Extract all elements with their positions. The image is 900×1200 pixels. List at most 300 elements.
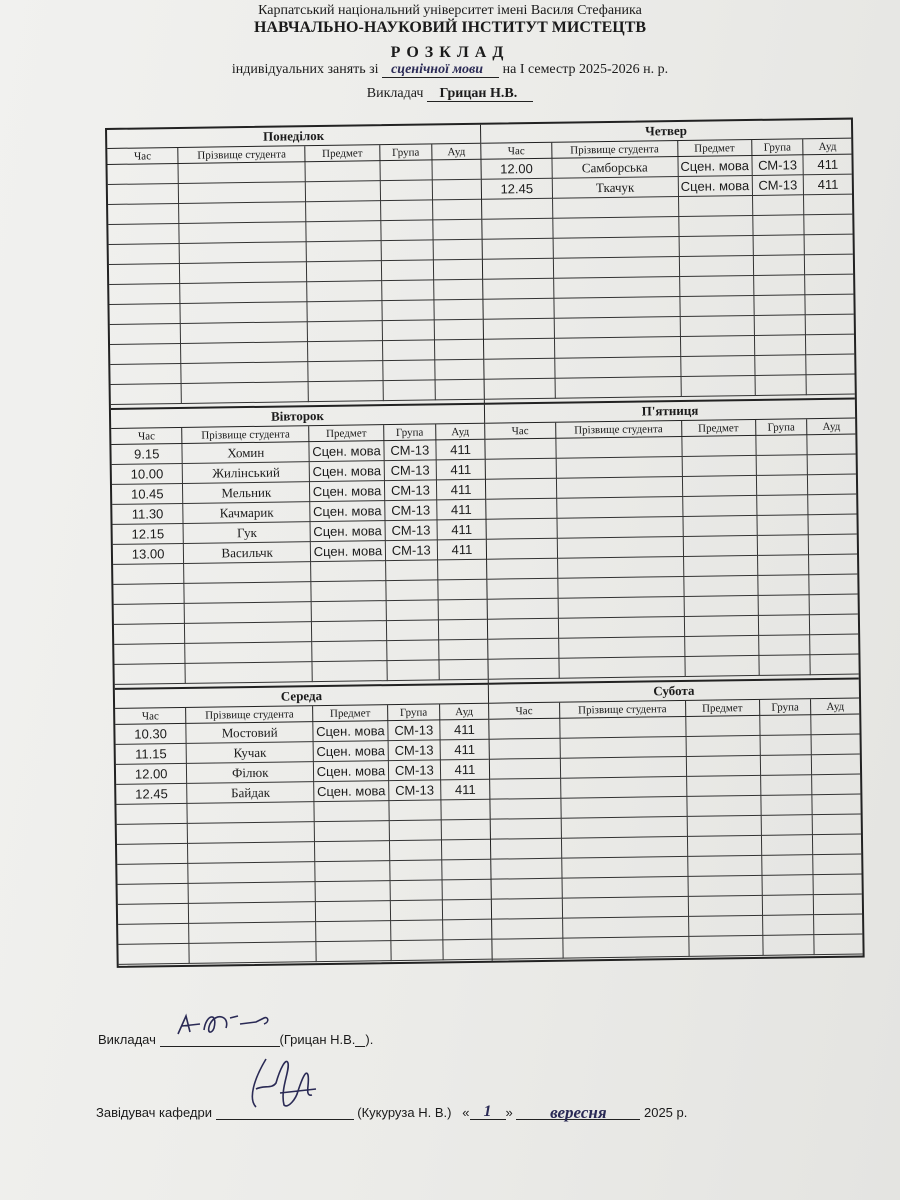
cell-room: [811, 714, 859, 735]
cell-student: [554, 336, 680, 358]
cell-group: [757, 555, 809, 576]
cell-room: [809, 534, 857, 555]
cell-time: [118, 883, 189, 904]
day-block-saturday: [489, 680, 863, 961]
cell-student: [562, 856, 688, 878]
cell-time: [487, 538, 558, 559]
cell-group: [759, 655, 811, 676]
cell-time: [485, 378, 556, 399]
cell-time: [117, 863, 188, 884]
column-header-time: Час: [489, 703, 560, 719]
cell-room: [813, 874, 861, 895]
footer-teacher-label: Викладач: [98, 1032, 156, 1047]
cell-group: [389, 840, 441, 861]
cell-subject: [682, 455, 756, 476]
cell-room: 411: [440, 719, 489, 740]
cell-room: [809, 554, 857, 575]
cell-time: [114, 623, 185, 644]
cell-time: 13.00: [113, 543, 184, 564]
cell-room: [806, 374, 854, 395]
footer-teacher-name: Грицан Н.В.: [283, 1032, 356, 1047]
cell-room: [435, 359, 484, 380]
cell-subject: [678, 215, 752, 236]
column-header-room: Ауд: [803, 139, 851, 155]
cell-room: [442, 859, 491, 880]
cell-room: [442, 899, 491, 920]
cell-student: [181, 322, 308, 344]
cell-time: [114, 603, 185, 624]
cell-time: [118, 903, 189, 924]
cell-subject: [683, 575, 757, 596]
cell-subject: [314, 821, 389, 842]
cell-room: [433, 219, 482, 240]
cell-group: [390, 920, 442, 941]
cell-student: [185, 622, 312, 644]
cell-student: Мельник: [183, 482, 310, 504]
cell-room: 411: [437, 499, 486, 520]
cell-room: [812, 794, 860, 815]
cell-student: [184, 562, 311, 584]
cell-group: СМ-13: [388, 740, 440, 761]
column-header-time: Час: [111, 428, 182, 444]
cell-group: [382, 300, 434, 321]
cell-time: [489, 718, 560, 739]
cell-group: [754, 335, 806, 356]
cell-group: [390, 900, 442, 921]
cell-student: [561, 816, 687, 838]
cell-student: [553, 237, 679, 259]
cell-student: Мостовий: [186, 722, 313, 744]
cell-group: СМ-13: [388, 760, 440, 781]
cell-subject: [311, 581, 386, 602]
cell-group: [754, 315, 806, 336]
column-header-subject: Предмет: [305, 145, 380, 162]
cell-time: 12.45: [482, 178, 553, 199]
cell-group: [760, 795, 812, 816]
cell-time: [114, 643, 185, 664]
cell-subject: [688, 935, 762, 956]
cell-subject: [305, 161, 380, 182]
cell-student: [189, 902, 316, 924]
cell-subject: Сцен. мова: [313, 721, 388, 742]
cell-room: [808, 454, 856, 475]
schedule-table-tuesday: [111, 424, 488, 685]
day-block-monday: [107, 125, 485, 410]
cell-subject: [683, 555, 757, 576]
cell-group: [753, 255, 805, 276]
cell-group: [755, 375, 807, 396]
cell-subject: Сцен. мова: [314, 781, 389, 802]
cell-room: [439, 639, 488, 660]
cell-subject: [687, 835, 761, 856]
cell-subject: [307, 321, 382, 342]
cell-group: [758, 595, 810, 616]
day-block-tuesday: [111, 405, 489, 690]
cell-time: [486, 458, 557, 479]
cell-group: [760, 775, 812, 796]
cell-time: [488, 598, 559, 619]
cell-time: [483, 298, 554, 319]
cell-subject: Сцен. мова: [310, 481, 385, 502]
cell-room: [806, 314, 854, 335]
cell-student: [558, 576, 684, 598]
subject-handwritten: сценічної мови: [391, 62, 484, 77]
cell-subject: [307, 261, 382, 282]
cell-group: [383, 380, 435, 401]
cell-student: Качмарик: [183, 502, 310, 524]
cell-room: [812, 754, 860, 775]
column-header-time: Час: [481, 143, 552, 159]
cell-student: [179, 182, 306, 204]
cell-student: [189, 922, 316, 944]
cell-student: [185, 602, 312, 624]
cell-room: [441, 839, 490, 860]
day-block-wednesday: [115, 685, 493, 966]
cell-group: [386, 620, 438, 641]
cell-student: [188, 862, 315, 884]
day-title-monday: Понеділок: [107, 125, 480, 149]
cell-room: [434, 319, 483, 340]
cell-time: [108, 203, 179, 224]
table-row: [488, 654, 858, 679]
date-month: вересня: [516, 1103, 640, 1120]
cell-student: [179, 242, 306, 264]
cell-time: 10.00: [112, 463, 183, 484]
cell-subject: [307, 301, 382, 322]
cell-group: [761, 855, 813, 876]
cell-subject: [315, 901, 390, 922]
table-row: [111, 379, 484, 404]
day-title-thursday: Четвер: [481, 120, 851, 144]
cell-room: 411: [437, 519, 486, 540]
column-header-room: Ауд: [432, 144, 481, 160]
cell-subject: [315, 841, 390, 862]
column-header-group: Група: [755, 419, 807, 435]
cell-group: СМ-13: [385, 540, 437, 561]
cell-time: [109, 283, 180, 304]
cell-student: Хомин: [182, 442, 309, 464]
cell-student: [562, 876, 688, 898]
column-header-subject: Предмет: [313, 705, 388, 722]
column-header-subject: Предмет: [677, 140, 751, 157]
cell-group: [752, 215, 804, 236]
cell-subject: [680, 335, 754, 356]
cell-group: СМ-13: [384, 480, 436, 501]
cell-group: [380, 200, 432, 221]
cell-student: [188, 882, 315, 904]
schedule-table-wednesday: [115, 704, 492, 965]
column-header-subject: Предмет: [685, 700, 759, 717]
cell-time: 12.00: [481, 158, 552, 179]
cell-room: [811, 734, 859, 755]
cell-time: [116, 803, 187, 824]
column-header-group: Група: [383, 424, 435, 440]
cell-student: [558, 596, 684, 618]
cell-subject: [316, 941, 391, 962]
cell-subject: [679, 255, 753, 276]
cell-subject: [312, 641, 387, 662]
column-header-time: Час: [107, 148, 178, 164]
cell-room: [443, 919, 492, 940]
cell-room: [804, 214, 852, 235]
cell-time: [492, 918, 563, 939]
cell-time: 11.30: [112, 503, 183, 524]
cell-group: [381, 220, 433, 241]
column-header-group: Група: [751, 139, 803, 155]
cell-subject: [680, 295, 754, 316]
cell-subject: [306, 201, 381, 222]
cell-student: Кучак: [186, 742, 313, 764]
cell-student: [180, 262, 307, 284]
cell-subject: [686, 755, 760, 776]
cell-time: [109, 243, 180, 264]
cell-room: [814, 934, 862, 955]
cell-group: СМ-13: [385, 520, 437, 541]
cell-student: [560, 756, 686, 778]
cell-subject: [306, 241, 381, 262]
cell-room: [810, 654, 858, 675]
cell-subject: [315, 881, 390, 902]
cell-subject: [311, 601, 386, 622]
cell-time: [111, 383, 182, 404]
cell-subject: [681, 375, 755, 396]
cell-time: 10.30: [115, 723, 186, 744]
cell-room: 411: [436, 459, 485, 480]
cell-time: 12.00: [116, 763, 187, 784]
cell-room: [805, 254, 853, 275]
cell-student: [178, 162, 305, 184]
cell-student: Філюк: [187, 762, 314, 784]
cell-student: [188, 822, 315, 844]
column-header-room: Ауд: [440, 704, 489, 720]
cell-group: [385, 560, 437, 581]
cell-group: [381, 240, 433, 261]
cell-room: [813, 814, 861, 835]
column-header-student: Прізвище студента: [182, 426, 309, 443]
cell-time: [110, 363, 181, 384]
cell-room: 411: [440, 759, 489, 780]
cell-subject: [312, 621, 387, 642]
cell-student: [558, 616, 684, 638]
cell-time: 9.15: [111, 443, 182, 464]
cell-subject: [315, 861, 390, 882]
column-header-room: Ауд: [807, 419, 855, 435]
cell-time: [117, 843, 188, 864]
cell-subject: [686, 795, 760, 816]
cell-room: [443, 939, 492, 960]
cell-room: [432, 179, 481, 200]
column-header-student: Прізвище студента: [186, 706, 313, 723]
cell-student: [563, 936, 689, 958]
cell-subject: [685, 655, 759, 676]
column-header-room: Ауд: [436, 424, 485, 440]
cell-student: [179, 202, 306, 224]
cell-time: [108, 223, 179, 244]
cell-student: [185, 642, 312, 664]
cell-group: [380, 180, 432, 201]
cell-subject: [688, 875, 762, 896]
cell-time: [486, 518, 557, 539]
cell-subject: [686, 775, 760, 796]
cell-time: [483, 258, 554, 279]
day-block-thursday: [481, 120, 855, 405]
schedule-grid: [105, 118, 865, 968]
cell-student: [179, 222, 306, 244]
cell-group: [387, 660, 439, 681]
cell-room: [806, 354, 854, 375]
cell-group: [386, 640, 438, 661]
cell-student: Самборська: [552, 157, 678, 179]
cell-group: [762, 915, 814, 936]
cell-time: 12.15: [113, 523, 184, 544]
cell-group: [760, 735, 812, 756]
cell-group: [390, 860, 442, 881]
cell-time: [109, 303, 180, 324]
cell-group: [761, 815, 813, 836]
cell-subject: [683, 515, 757, 536]
cell-student: [557, 496, 683, 518]
cell-student: [553, 217, 679, 239]
cell-group: [380, 160, 432, 181]
cell-student: Ткачук: [552, 177, 678, 199]
cell-room: [438, 559, 487, 580]
teacher-signature: [160, 1004, 280, 1044]
cell-subject: [685, 715, 759, 736]
cell-time: [118, 943, 189, 964]
cell-student: [181, 382, 308, 404]
cell-group: [753, 275, 805, 296]
cell-group: [753, 295, 805, 316]
column-header-student: Прізвище студента: [552, 141, 678, 158]
cell-time: [484, 358, 555, 379]
cell-room: [435, 379, 484, 400]
cell-subject: [311, 561, 386, 582]
column-header-subject: Предмет: [309, 425, 384, 442]
cell-group: [762, 875, 814, 896]
cell-time: [484, 338, 555, 359]
head-name: (Кукуруза Н. В.): [357, 1105, 452, 1120]
cell-subject: Сцен. мова: [314, 761, 389, 782]
cell-student: [553, 256, 679, 278]
head-signature: [236, 1049, 346, 1119]
cell-group: СМ-13: [384, 460, 436, 481]
cell-room: [438, 599, 487, 620]
cell-subject: [308, 341, 383, 362]
cell-subject: [679, 235, 753, 256]
cell-group: [756, 495, 808, 516]
column-header-time: Час: [115, 708, 186, 724]
cell-student: [181, 342, 308, 364]
day-title-saturday: Субота: [489, 680, 859, 704]
cell-student: [558, 636, 684, 658]
cell-time: [108, 163, 179, 184]
teacher-signature-line: Викладач (Грицан Н.В. ).: [98, 1030, 373, 1047]
cell-room: [804, 194, 852, 215]
cell-group: СМ-13: [752, 175, 804, 196]
cell-subject: [680, 315, 754, 336]
cell-room: [813, 854, 861, 875]
description-suffix: на I семестр 2025-2026 н. р.: [502, 62, 669, 77]
cell-room: [809, 594, 857, 615]
cell-group: [386, 580, 438, 601]
head-signature-line: Завідувач кафедри (Кукуруза Н. В.) « 1 » вересня 2025 р.: [96, 1103, 687, 1120]
cell-student: [180, 282, 307, 304]
cell-room: [810, 634, 858, 655]
cell-room: [808, 474, 856, 495]
cell-room: [438, 579, 487, 600]
schedule-description: [0, 62, 900, 78]
cell-room: [805, 294, 853, 315]
cell-subject: Сцен. мова: [678, 155, 752, 176]
cell-student: Байдак: [187, 782, 314, 804]
cell-subject: [686, 735, 760, 756]
cell-subject: [307, 281, 382, 302]
cell-student: [560, 776, 686, 798]
cell-time: [491, 838, 562, 859]
cell-student: Гук: [183, 522, 310, 544]
cell-subject: [682, 475, 756, 496]
cell-room: 411: [436, 479, 485, 500]
column-header-time: Час: [485, 423, 556, 439]
cell-time: [487, 578, 558, 599]
cell-student: [557, 556, 683, 578]
cell-subject: [688, 915, 762, 936]
column-header-student: Прізвище студента: [178, 146, 305, 163]
cell-student: [560, 736, 686, 758]
cell-student: [184, 582, 311, 604]
teacher-label: Викладач: [366, 86, 424, 101]
cell-group: [386, 600, 438, 621]
cell-subject: Сцен. мова: [310, 501, 385, 522]
cell-student: [552, 197, 678, 219]
head-label: Завідувач кафедри: [96, 1105, 212, 1120]
cell-time: [490, 778, 561, 799]
cell-group: [756, 455, 808, 476]
cell-time: [114, 663, 185, 684]
cell-room: [804, 234, 852, 255]
schedule-table-saturday: [489, 699, 863, 960]
cell-group: [381, 260, 433, 281]
schedule-table-thursday: [481, 139, 855, 400]
cell-group: [761, 835, 813, 856]
column-header-student: Прізвище студента: [559, 701, 685, 718]
cell-room: 411: [436, 439, 485, 460]
cell-subject: Сцен. мова: [310, 521, 385, 542]
cell-group: [756, 475, 808, 496]
cell-room: [806, 334, 854, 355]
cell-student: [561, 796, 687, 818]
institute-name: НАВЧАЛЬНО-НАУКОВИЙ ІНСТИТУТ МИСТЕЦТВ: [253, 19, 647, 36]
cell-subject: Сцен. мова: [313, 741, 388, 762]
column-header-room: Ауд: [811, 699, 859, 715]
cell-group: СМ-13: [388, 780, 440, 801]
university-name: Карпатський національний університет імені Василя Стефаника: [258, 3, 642, 18]
cell-group: [382, 340, 434, 361]
cell-subject: [678, 195, 752, 216]
cell-time: 10.45: [112, 483, 183, 504]
cell-time: [492, 898, 563, 919]
cell-room: [808, 494, 856, 515]
cell-time: [491, 858, 562, 879]
cell-group: [762, 895, 814, 916]
cell-student: [557, 516, 683, 538]
column-header-group: Група: [759, 699, 811, 715]
date-day: 1: [470, 1103, 506, 1120]
cell-subject: [680, 355, 754, 376]
cell-time: [110, 343, 181, 364]
cell-time: [486, 498, 557, 519]
cell-time: 12.45: [116, 783, 187, 804]
